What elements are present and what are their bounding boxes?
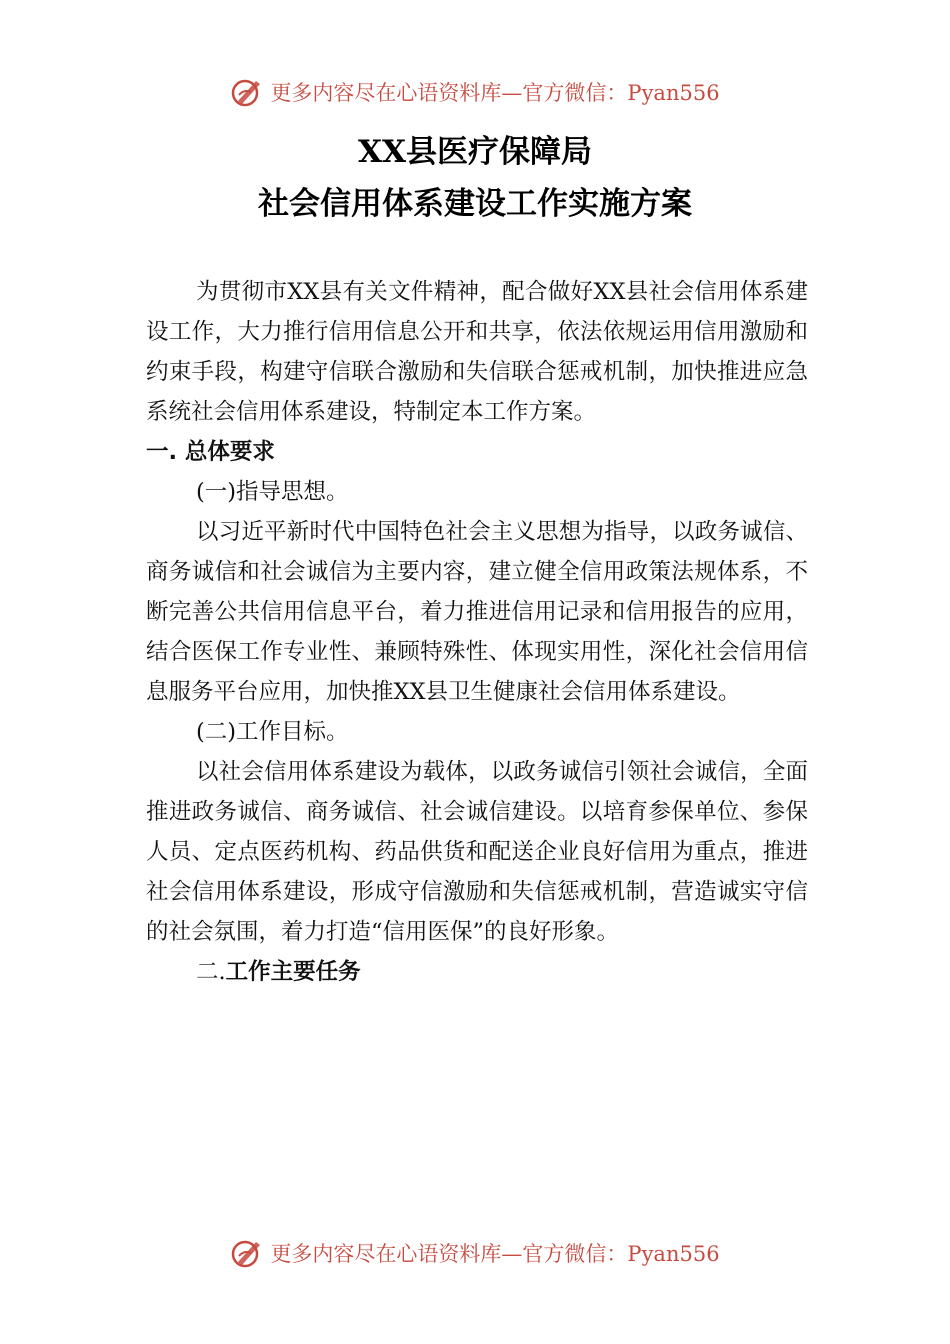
section2-heading-text: 工作主要任务	[225, 959, 361, 985]
document-body	[146, 272, 808, 992]
watermark-banner-bottom	[0, 1231, 950, 1275]
watermark-text: 更多内容尽在心语资料库—官方微信：Pyan556	[270, 81, 720, 105]
section2-heading	[146, 952, 808, 992]
watermark-banner-top	[0, 70, 950, 114]
watermark-content	[230, 1236, 719, 1270]
section1-sub1-heading: (一)指导思想。	[196, 479, 349, 505]
section1-sub2-body: 以社会信用体系建设为载体，以政务诚信引领社会诚信，全面推进政务诚信、商务诚信、社会诚信建设。以培育参保单位、参保人员、定点医药机构、药品供货和配送企业良好信用为重点，推进社会信用体系建设，形成守信激励和失信惩戒机制，营造诚实守信的社会氛围，着力打造“信用医保”的良好形象。	[146, 759, 808, 945]
document-title-line2: 社会信用体系建设工作实施方案	[258, 186, 692, 222]
pen-logo-icon	[230, 1236, 264, 1270]
pen-logo-icon	[230, 75, 264, 109]
watermark-content	[230, 75, 719, 109]
watermark-text: 更多内容尽在心语资料库—官方微信：Pyan556	[270, 1242, 720, 1266]
document-title-line1: XX县医疗保障局	[357, 134, 593, 170]
section1-sub1-body: 以习近平新时代中国特色社会主义思想为指导，以政务诚信、商务诚信和社会诚信为主要内容，建立健全信用政策法规体系，不断完善公共信用信息平台，着力推进信用记录和信用报告的应用，结合医保工作专业性、兼顾特殊性、体现实用性，深化社会信用信息服务平台应用，加快推XX县卫生健康社会信用体系建设。	[146, 519, 808, 705]
intro-paragraph: 为贯彻市XX县有关文件精神，配合做好XX县社会信用体系建设工作，大力推行信用信息公开和共享，依法依规运用信用激励和约束手段，构建守信联合激励和失信联合惩戒机制，加快推进应急系统社会信用体系建设，特制定本工作方案。	[146, 279, 808, 425]
section1-heading: 一. 总体要求	[146, 439, 275, 465]
section1-sub2-heading: (二)工作目标。	[196, 719, 349, 745]
section2-number: 二.	[196, 959, 226, 985]
